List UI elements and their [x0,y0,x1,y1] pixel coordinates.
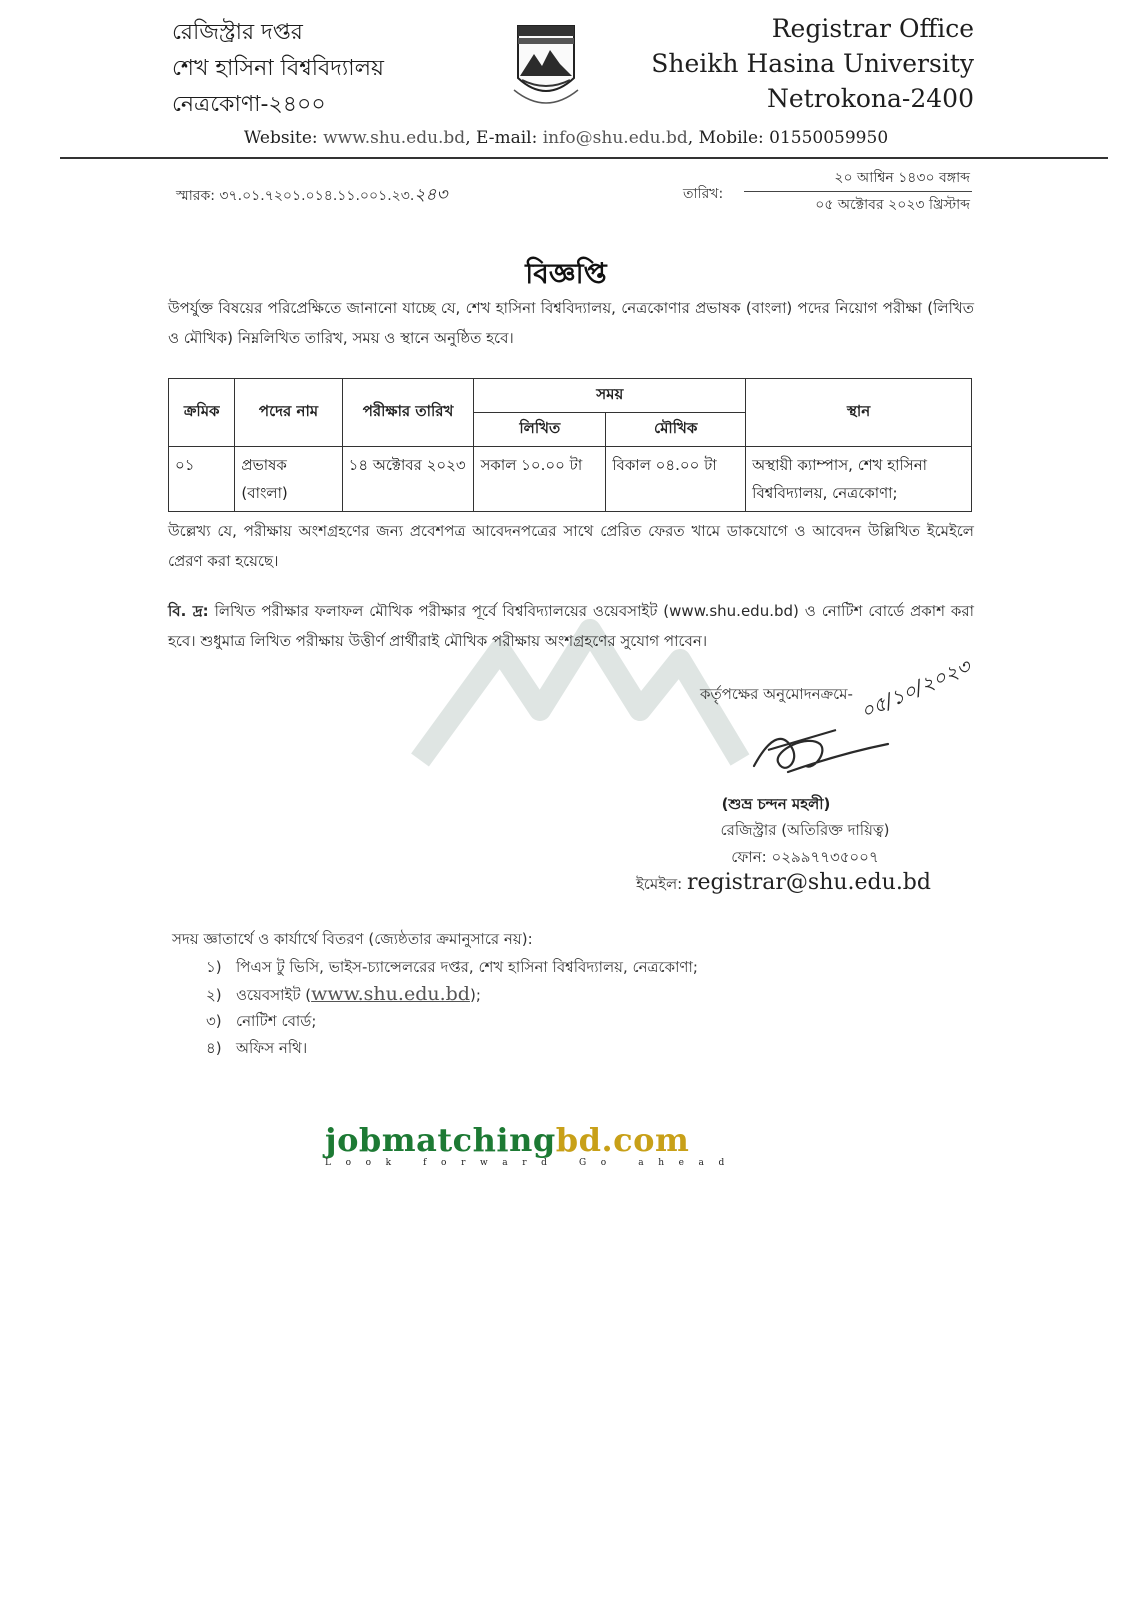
date-block [744,165,972,218]
email-link[interactable]: info@shu.edu.bd [542,128,688,148]
cell-viva-time: বিকাল ০৪.০০ টা [606,447,746,512]
col-serial: ক্রমিক [169,379,235,447]
exam-schedule-table [168,378,972,512]
email-label: E-mail: [476,128,538,148]
admit-card-note: উল্লেখ্য যে, পরীক্ষায় অংশগ্রহণের জন্য প্রবেশপত্র আবেদনপত্রের সাথে প্রেরিত ফেরত খামে ডাকযোগে ও আবেদন উল্লিখিত ইমেইলে প্রেরণ করা হয়েছে। [168,522,974,570]
col-viva: মৌখিক [606,413,746,447]
cell-post: প্রভাষক (বাংলা) [235,447,342,512]
header-divider [60,157,1108,159]
list-item: ১) পিএস টু ভিসি, ভাইস-চ্যান্সেলরের দপ্তর, শেখ হাসিনা বিশ্ববিদ্যালয়, নেত্রকোণা; [206,958,698,976]
header-bn-university: শেখ হাসিনা বিশ্ববিদ্যালয় [172,56,384,81]
date-label: তারিখ: [683,186,724,202]
header-en-office: Registrar Office [771,14,974,43]
contact-line: Website: www.shu.edu.bd, E-mail: info@shu.edu.bd, Mobile: 01550059950 [243,128,889,148]
header-en-university: Sheikh Hasina University [651,49,974,78]
col-exam-date: পরীক্ষার তারিখ [342,379,474,447]
distribution-heading: সদয় জ্ঞাতার্থে ও কার্যার্থে বিতরণ (জ্যেষ্ঠতার ক্রমানুসারে নয়): [172,930,533,948]
list-item: ৩) নোটিশ বোর্ড; [206,1012,317,1030]
nb-note [168,596,974,656]
signatory-email-label: ইমেইল: [636,875,683,893]
nb-label: বি. দ্র: [168,602,209,620]
signature-handwritten-date: ০৫/১০/২০২৩ [856,654,974,724]
mobile-label: Mobile: [698,128,764,148]
table-row [169,447,972,512]
notice-title: বিজ্ঞপ্তি [525,257,607,290]
cell-exam-date: ১৪ অক্টোবর ২০২৩ [342,447,474,512]
col-venue: স্থান [746,379,972,447]
cell-serial: ০১ [169,447,235,512]
header-bn-city: নেত্রকোণা-২৪০০ [172,92,326,117]
mobile-number: 01550059950 [769,128,889,148]
nb-text: লিখিত পরীক্ষার ফলাফল মৌখিক পরীক্ষার পূর্বে বিশ্ববিদ্যালয়ের ওয়েবসাইট (www.shu.edu.bd) ও নোটিশ বোর্ডে প্রকাশ করা হবে। শুধুমাত্র লিখিত পরীক্ষায় উত্তীর্ণ প্রার্থীরাই মৌখিক পরীক্ষায় অংশগ্রহণের সুযোগ পাবেন। [168,602,974,650]
col-time: সময় [474,379,746,413]
memo-reference [176,182,447,210]
col-written: লিখিত [474,413,606,447]
website-link[interactable]: www.shu.edu.bd [323,128,466,148]
signatory-email-line [636,870,931,898]
signatory-name: (শুভ্র চন্দন মহলী) [721,795,831,813]
signatory-phone: ফোন: ০২৯৯৭৭৩৫০০৭ [731,848,879,866]
list-item: ৪) অফিস নথি। [206,1039,308,1057]
signatory-email[interactable]: registrar@shu.edu.bd [686,870,931,895]
notice-intro: উপর্যুক্ত বিষয়ের পরিপ্রেক্ষিতে জানানো যাচ্ছে যে, শেখ হাসিনা বিশ্ববিদ্যালয়, নেত্রকোণার প্রভাষক (বাংলা) পদের নিয়োগ পরীক্ষা (লিখিত ও মৌখিক) নিম্নলিখিত তারিখ, সময় ও স্থানে অনুষ্ঠিত হবে। [168,299,974,347]
memo-label: স্মারক: [176,188,215,204]
date-bangla: ২০ আশ্বিন ১৪৩০ বঙ্গাব্দ [744,165,972,192]
university-logo-icon [510,20,582,112]
date-english: ০৫ অক্টোবর ২০২৩ খ্রিস্টাব্দ [815,197,970,213]
cell-written-time: সকাল ১০.০০ টা [474,447,606,512]
approval-text: কর্তৃপক্ষের অনুমোদনক্রমে- [700,685,853,703]
watermark-tagline: Look forward Go ahead [325,1158,739,1168]
watermark-logo: jobmatchingbd.com [325,1121,690,1159]
signatory-designation: রেজিস্ট্রার (অতিরিক্ত দায়িত্ব) [720,821,890,839]
header-bn-office: রেজিস্ট্রার দপ্তর [172,20,303,45]
jobmatchingbd-watermark [325,1121,739,1168]
website-label: Website: [243,128,318,148]
col-post: পদের নাম [235,379,342,447]
memo-handwritten-number: ২৪৩ [414,185,448,205]
header-en-city: Netrokona-2400 [767,84,974,113]
memo-number: ৩৭.০১.৭২০১.০১৪.১১.০০১.২৩. [219,188,415,204]
distribution-website-link[interactable]: www.shu.edu.bd [311,983,470,1005]
list-item: ২) ওয়েবসাইট (www.shu.edu.bd); [206,983,481,1005]
cell-venue: অস্থায়ী ক্যাম্পাস, শেখ হাসিনা বিশ্ববিদ্যালয়, নেত্রকোণা; [746,447,972,512]
